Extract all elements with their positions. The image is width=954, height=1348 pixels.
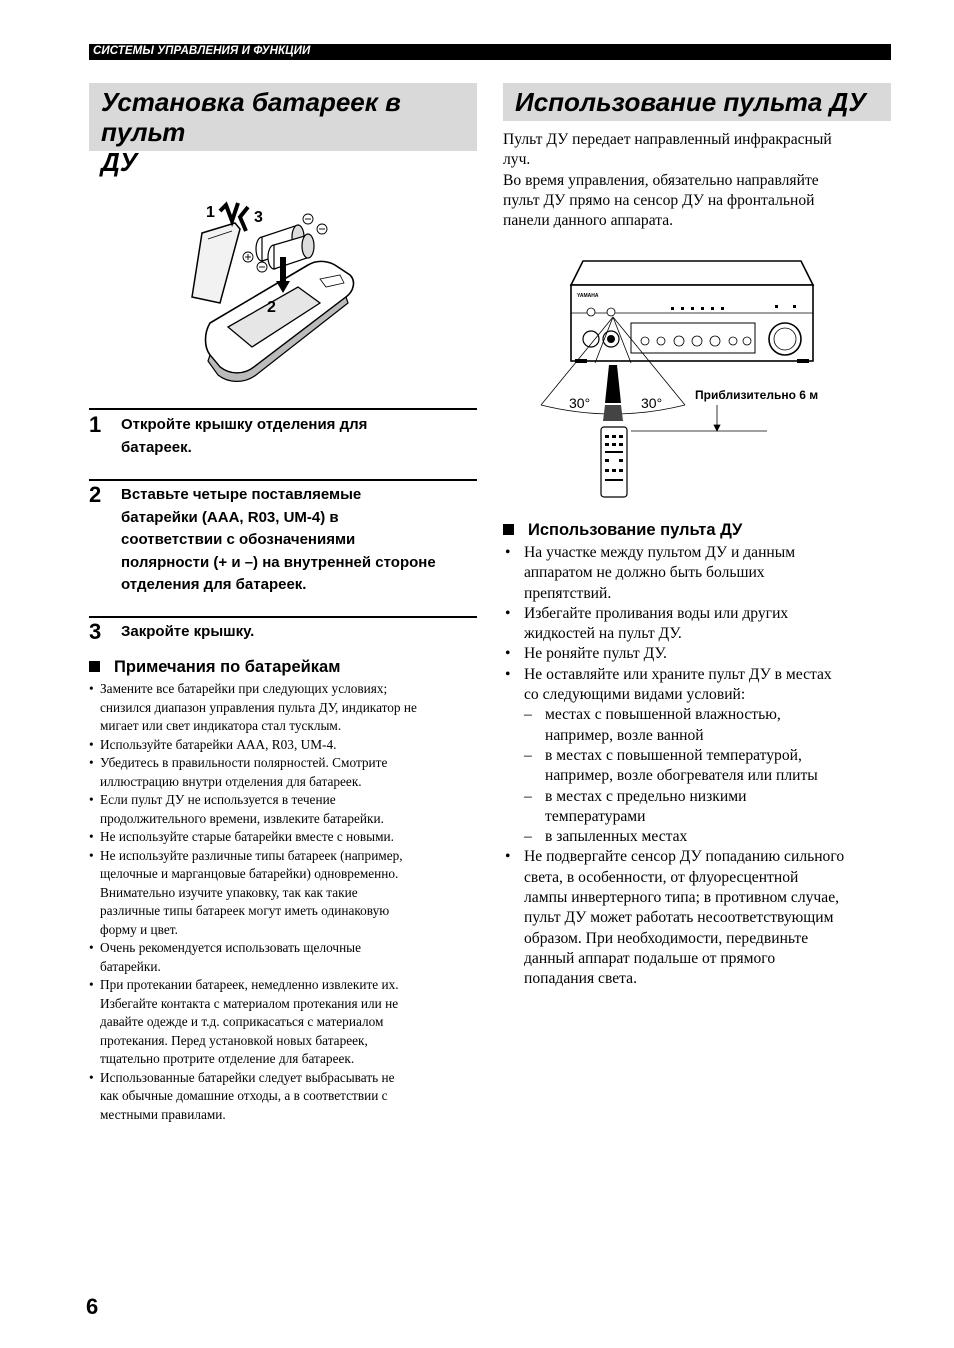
list-item: • Избегайте проливания воды или других жидкостей на пульт ДУ. <box>503 604 895 645</box>
receiver-drawing <box>571 261 813 363</box>
remote-range-illustration <box>535 255 855 500</box>
step-1-rule <box>89 408 477 410</box>
ir-beam <box>603 365 623 421</box>
remote-usage-list <box>503 543 895 990</box>
step-2-text: Вставьте четыре поставляемые батарейки (AAA, R03, UM-4) в соответствии с обозначениями полярности (+ и –) на внутренней стороне отделения для батареек. <box>121 486 436 593</box>
list-subitem: – в местах с предельно низкими температурами <box>503 787 895 828</box>
list-subitem: – местах с повышенной влажностью, например, возле ванной <box>503 705 895 746</box>
svg-text:YAMAHA: YAMAHA <box>577 293 599 299</box>
right-title: Использование пульта ДУ <box>515 87 866 117</box>
figure-label-2: 2 <box>267 299 276 316</box>
step-3-rule <box>89 616 477 618</box>
figure-label-1: 1 <box>206 204 215 221</box>
battery-notes-heading: Примечания по батарейкам <box>89 658 340 677</box>
step-2-rule <box>89 479 477 481</box>
list-item: • Очень рекомендуется использовать щелочные батарейки. <box>89 939 479 976</box>
step-3-text: Закройте крышку. <box>121 623 255 640</box>
remote-body-drawing <box>206 261 354 381</box>
list-item: • Использованные батарейки следует выбрасывать не как обычные домашние отходы, а в соответствии с местными правилами. <box>89 1069 479 1125</box>
distance-label: Приблизительно 6 м <box>695 388 819 402</box>
list-subitem: – в запыленных местах <box>503 827 895 847</box>
angle-right-label: 30° <box>641 395 663 411</box>
list-item: • Замените все батарейки при следующих условиях; снизился диапазон управления пульта ДУ, индикатор не мигает или свет индикатора стал тусклым. <box>89 680 479 736</box>
left-title: Установка батареек в пульт ДУ <box>101 87 401 177</box>
remote-intro-paragraph: Пульт ДУ передает направленный инфракрасный луч. Во время управления, обязательно направляйте пульт ДУ прямо на сенсор ДУ на фронтальной панели данного аппарата. <box>503 131 832 230</box>
list-item: • Не роняйте пульт ДУ. <box>503 644 895 664</box>
step-3-number: 3 <box>89 619 102 644</box>
list-item: • Не используйте различные типы батареек (например, щелочные и марганцовые батарейки) одновременно. Внимательно изучите упаковку, так как такие различные типы батареек могут иметь одинаковую форму и цвет. <box>89 847 479 940</box>
section-header-bar <box>89 44 891 60</box>
battery-installation-illustration <box>180 195 380 385</box>
list-item: • На участке между пультом ДУ и данным аппаратом не должно быть больших препятствий. <box>503 543 895 604</box>
step-1-number: 1 <box>89 412 102 437</box>
list-item: • Не оставляйте или храните пульт ДУ в местах со следующими видами условий: <box>503 665 895 706</box>
left-title-box <box>89 83 477 177</box>
square-bullet-icon <box>89 661 100 672</box>
list-item: • При протекании батареек, немедленно извлеките их. Избегайте контакта с материалом протекания или не давайте одежде и т.д. соприкасаться с материалом протекания. Перед установкой новых батареек, тщательно протрите отделение для батареек. <box>89 976 479 1069</box>
battery-notes-list <box>89 680 479 1124</box>
step-1-text: Откройте крышку отделения для батареек. <box>121 416 368 456</box>
remote-drawing <box>601 427 627 497</box>
right-title-box <box>503 83 891 121</box>
list-item: • Не используйте старые батарейки вместе с новыми. <box>89 828 479 847</box>
page-number: 6 <box>86 1294 99 1319</box>
step-2-number: 2 <box>89 482 102 507</box>
list-item: • Если пульт ДУ не используется в течение продолжительного времени, извлеките батарейки. <box>89 791 479 828</box>
square-bullet-icon <box>503 524 514 535</box>
battery-cover-drawing <box>192 223 240 303</box>
list-item: • Используйте батарейки AAA, R03, UM-4. <box>89 736 479 755</box>
list-subitem: – в местах с повышенной температурой, например, возле обогревателя или плиты <box>503 746 895 787</box>
figure-label-3: 3 <box>254 209 263 226</box>
angle-left-label: 30° <box>569 395 591 411</box>
remote-usage-heading: Использование пульта ДУ <box>503 521 742 540</box>
list-item: • Убедитесь в правильности полярностей. Смотрите иллюстрацию внутри отделения для батареек. <box>89 754 479 791</box>
section-header-text: СИСТЕМЫ УПРАВЛЕНИЯ И ФУНКЦИИ <box>93 45 311 57</box>
list-item: • Не подвергайте сенсор ДУ попаданию сильного света, в особенности, от флуоресцентной лампы инвертерного типа; в противном случае, пульт ДУ может работать несоответствующим образом. При необходимости, передвиньте данный аппарат подальше от прямого попадания света. <box>503 847 895 989</box>
